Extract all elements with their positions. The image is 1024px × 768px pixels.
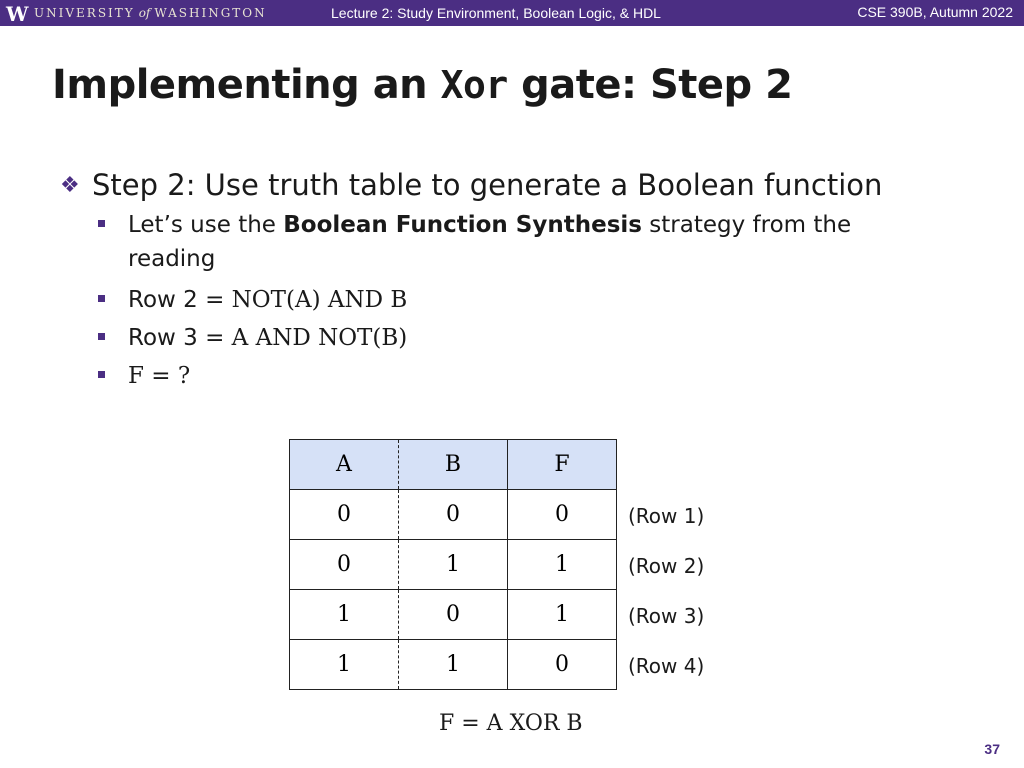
uw-logo: W (6, 2, 29, 26)
header-f: F (508, 440, 617, 490)
header-bar (0, 0, 1024, 26)
square-bullet-icon (98, 220, 105, 227)
table-row: 0 0 0 (290, 490, 617, 540)
row-label-1: (Row 1) (628, 504, 705, 528)
slide-title: Implementing an Xor gate: Step 2 (52, 62, 793, 108)
xor-formula: F = A XOR B (439, 711, 583, 736)
header-b: B (399, 440, 508, 490)
row-label-3: (Row 3) (628, 604, 705, 628)
table-header-row (290, 440, 617, 490)
row-label-4: (Row 4) (628, 654, 705, 678)
table-row: 1 0 1 (290, 590, 617, 640)
square-bullet-icon (98, 295, 105, 302)
header-a: A (290, 440, 399, 490)
bullet-f: F = ? (98, 363, 190, 389)
square-bullet-icon (98, 333, 105, 340)
lecture-title: Lecture 2: Study Environment, Boolean Logic, & HDL (331, 5, 661, 21)
xor-code: Xor (440, 63, 508, 107)
course-title: CSE 390B, Autumn 2022 (857, 4, 1013, 20)
diamond-bullet-icon: ❖ (60, 173, 80, 198)
square-bullet-icon (98, 371, 105, 378)
table-row: 0 1 1 (290, 540, 617, 590)
table-row: 1 1 0 (290, 640, 617, 690)
bullet-synthesis: Let’s use the Boolean Function Synthesis strategy from the reading (98, 212, 851, 238)
truth-table (289, 439, 617, 690)
bullet-row2: Row 2 = NOT(A) AND B (98, 287, 407, 313)
bullet-row3: Row 3 = A AND NOT(B) (98, 325, 407, 351)
bullet-main: ❖ Step 2: Use truth table to generate a Boolean function (60, 168, 883, 202)
university-name: UNIVERSITY of WASHINGTON (34, 6, 267, 20)
page-number: 37 (984, 741, 1000, 757)
row-label-2: (Row 2) (628, 554, 705, 578)
